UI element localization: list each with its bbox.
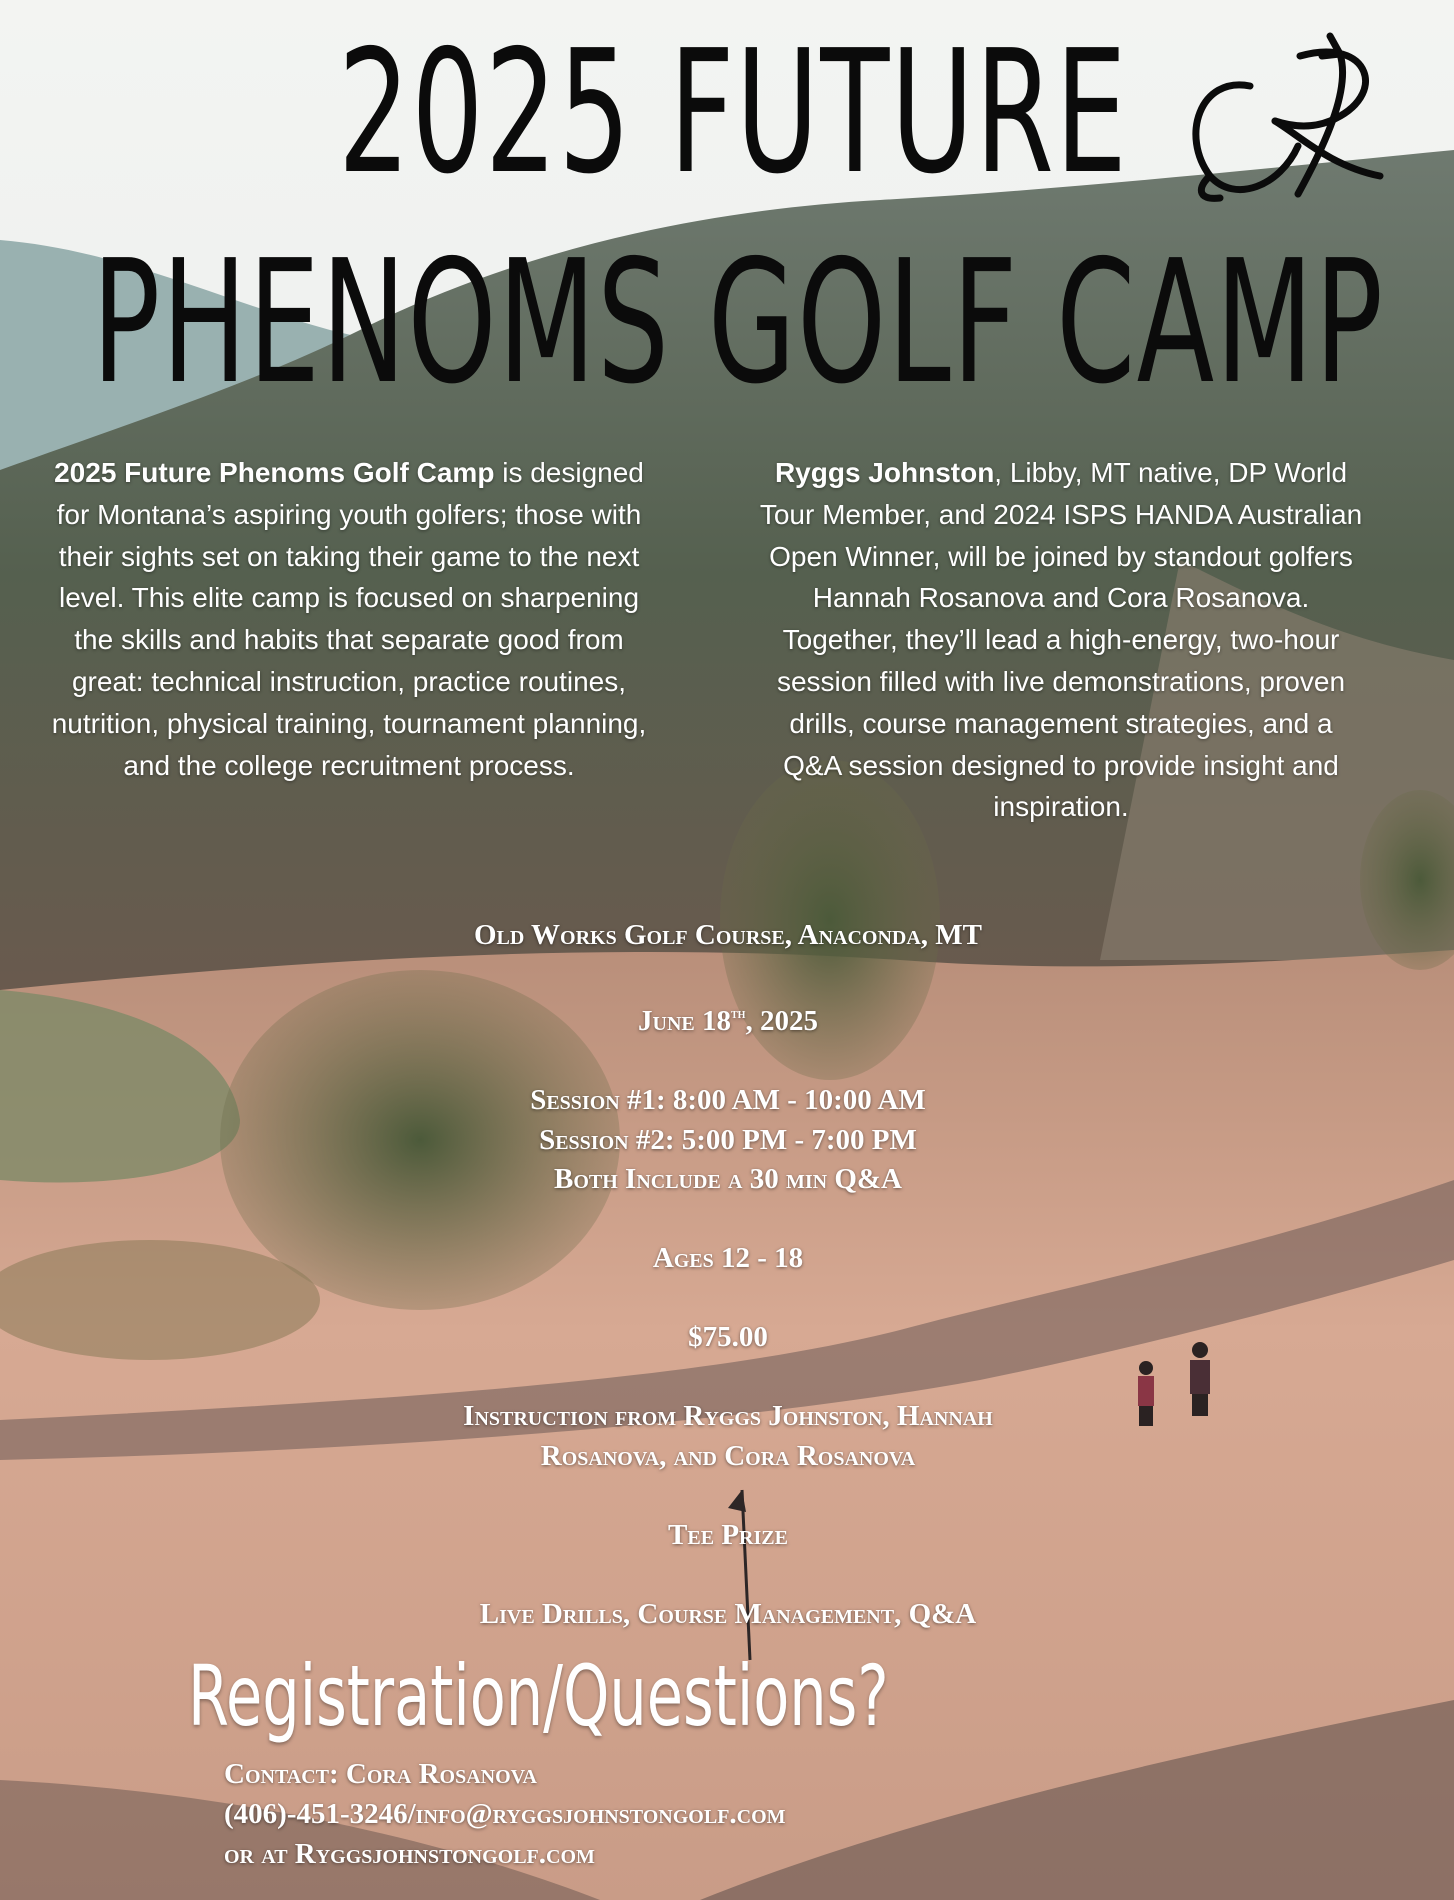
registration-heading: Registration/Questions? (188, 1647, 889, 1745)
session-2: Session #2: 5:00 PM - 7:00 PM (539, 1123, 917, 1156)
tee-prize: Tee Prize (668, 1518, 788, 1551)
instruction-line-1: Instruction from Ryggs Johnston, Hannah (463, 1400, 993, 1432)
instructor-text: , Libby, MT native, DP World Tour Member, and 2024 ISPS HANDA Australian Open Winner, will be joined by standout golfers Hannah Rosanova and Cora Rosanova. Together, they’ll lead a high-energy, two-hour session filled with live demonstrations, proven drills, course management strategies, and a Q&A session designed to provide insight and inspiration. (759, 457, 1363, 823)
event-date (250, 995, 1206, 1042)
title-line-1: 2025 FUTURE (338, 14, 1129, 212)
camp-features: Live Drills, Course Management, Q&A (479, 1597, 977, 1630)
age-range: Ages 12 - 18 (652, 1242, 804, 1274)
session-1: Session #1: 8:00 AM - 10:00 AM (530, 1084, 926, 1116)
contact-phone-email[interactable]: (406)-451-3246/info@ryggsjohnstongolf.com (224, 1798, 786, 1830)
event-details (250, 916, 1206, 1634)
camp-intro-lead: 2025 Future Phenoms Golf Camp (54, 457, 495, 488)
instruction-line-2: Rosanova, and Cora Rosanova (540, 1439, 916, 1472)
camp-intro-text: is designed for Montana’s aspiring youth golfers; those with their sights set on taking their game to the next level. This elite camp is focused on sharpening the skills and habits that separate good from great: technical instruction, practice routines, nutrition, physical training, tournament planning, and the college recruitment process. (51, 457, 647, 781)
price: $75.00 (688, 1321, 768, 1353)
contact-block (224, 1754, 786, 1874)
event-date-year: , 2025 (745, 1005, 818, 1037)
instructor-paragraph (756, 452, 1366, 828)
title-line-2: PHENOMS GOLF CAMP (92, 224, 1385, 422)
event-date-day: June 18 (638, 1005, 732, 1037)
contact-person: Contact: Cora Rosanova (224, 1758, 537, 1790)
golf-hook-r-monogram-icon (1180, 26, 1390, 206)
contact-website[interactable]: or at Ryggsjohnstongolf.com (224, 1838, 595, 1870)
instructor-lead: Ryggs Johnston (774, 457, 995, 488)
event-location: Old Works Golf Course, Anaconda, MT (473, 919, 983, 951)
camp-intro-paragraph (44, 452, 654, 786)
event-date-suffix: th (731, 1007, 746, 1022)
qa-note: Both Include a 30 min Q&A (554, 1163, 902, 1195)
